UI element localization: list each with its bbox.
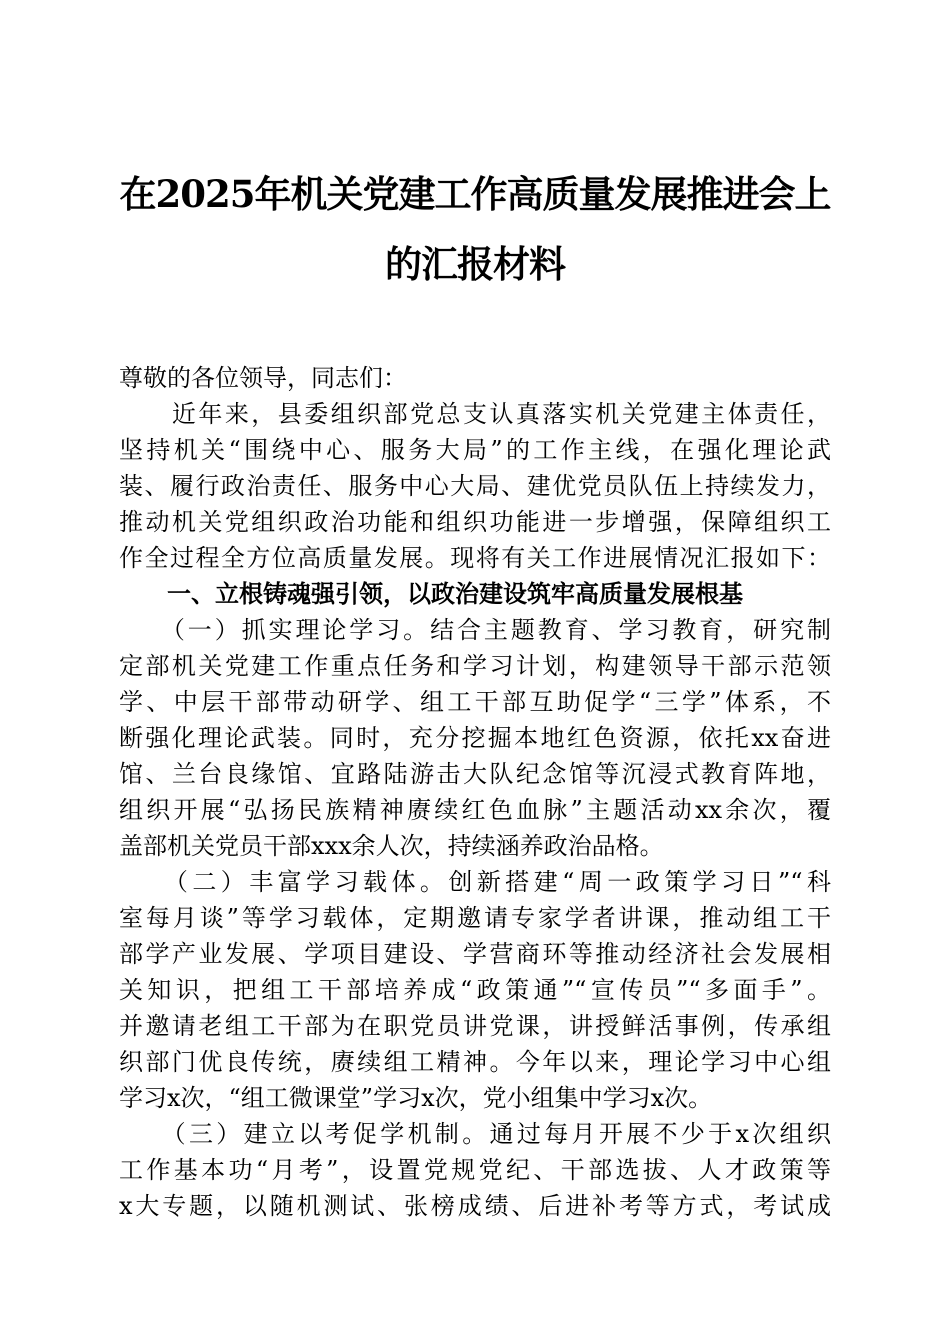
document-title-line-1: 在2025年机关党建工作高质量发展推进会上 — [119, 172, 831, 216]
paragraph-line: 定部机关党建工作重点任务和学习计划，构建领导干部示范领 — [119, 652, 831, 680]
paragraph-line: （一）抓实理论学习。结合主题教育、学习教育，研究制 — [119, 616, 831, 644]
paragraph-line: 学习x次，“组工微课堂”学习x次，党小组集中学习x次。 — [119, 1084, 713, 1112]
paragraph-line: 关知识，把组工干部培养成“政策通”“宣传员”“多面手”。 — [119, 976, 831, 1004]
document-title-line-2: 的汇报材料 — [385, 242, 565, 286]
paragraph-line: 馆、兰台良缘馆、宜路陆游击大队纪念馆等沉浸式教育阵地， — [119, 760, 831, 788]
paragraph-line: 坚持机关“围绕中心、服务大局”的工作主线，在强化理论武 — [119, 436, 831, 464]
paragraph-line: 室每月谈”等学习载体，定期邀请专家学者讲课，推动组工干 — [119, 904, 831, 932]
paragraph-line: （三）建立以考促学机制。通过每月开展不少于x次组织 — [119, 1120, 831, 1148]
paragraph-line: 断强化理论武装。同时，充分挖掘本地红色资源，依托xx奋进 — [119, 724, 831, 752]
paragraph-line: 工作基本功“月考”，设置党规党纪、干部选拔、人才政策等 — [119, 1156, 831, 1184]
paragraph-line: 织部门优良传统，赓续组工精神。今年以来，理论学习中心组 — [119, 1048, 831, 1076]
salutation: 尊敬的各位领导，同志们： — [119, 364, 407, 392]
paragraph-line: 组织开展“弘扬民族精神赓续红色血脉”主题活动xx余次，覆 — [119, 796, 831, 824]
paragraph-line: x大专题，以随机测试、张榜成绩、后进补考等方式，考试成 — [119, 1192, 831, 1220]
paragraph-line: 学、中层干部带动研学、组工干部互助促学“三学”体系，不 — [119, 688, 831, 716]
paragraph-line: 推动机关党组织政治功能和组织功能进一步增强，保障组织工 — [119, 508, 831, 536]
paragraph-line: 部学产业发展、学项目建设、学营商环等推动经济社会发展相 — [119, 940, 831, 968]
section-heading: 一、立根铸魂强引领，以政治建设筑牢高质量发展根基 — [119, 580, 743, 608]
paragraph-line: 近年来，县委组织部党总支认真落实机关党建主体责任， — [119, 400, 831, 428]
paragraph-line: （二）丰富学习载体。创新搭建“周一政策学习日”“科 — [119, 868, 831, 896]
paragraph-line: 盖部机关党员干部xxx余人次，持续涵养政治品格。 — [119, 832, 664, 860]
paragraph-line: 装、履行政治责任、服务中心大局、建优党员队伍上持续发力， — [119, 472, 831, 500]
paragraph-line: 作全过程全方位高质量发展。现将有关工作进展情况汇报如下： — [119, 544, 831, 572]
paragraph-line: 并邀请老组工干部为在职党员讲党课，讲授鲜活事例，传承组 — [119, 1012, 831, 1040]
